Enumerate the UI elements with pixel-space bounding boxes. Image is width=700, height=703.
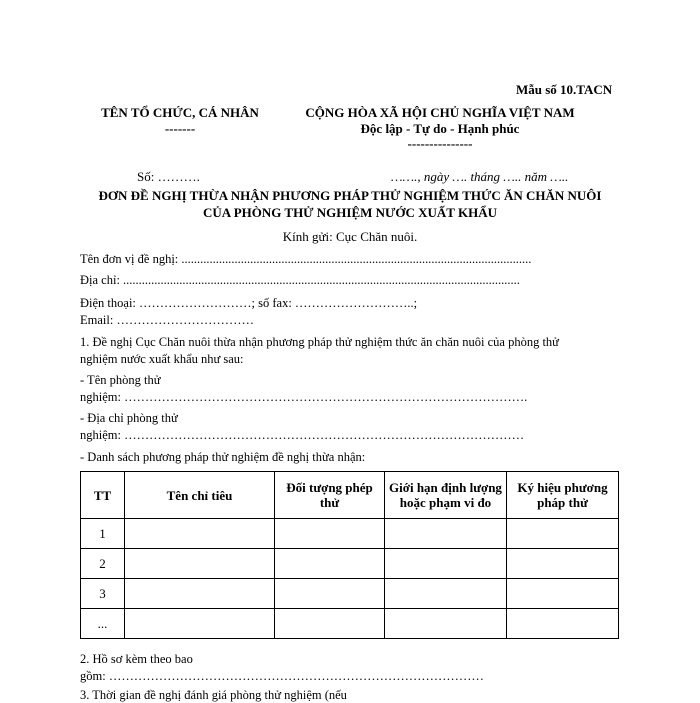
org-dashes: ------- [164,121,196,136]
table-cell [507,549,619,579]
table-cell [125,549,275,579]
table-cell [275,609,385,639]
phone-fax-field: Điện thoại: ………………………; số fax: ………………………..; [80,296,418,310]
table-row [81,519,619,549]
table-row [81,549,619,579]
methods-list-label: - Danh sách phương pháp thử nghiệm đề nghị thừa nhận: [80,450,366,464]
title-line-2: CỦA PHÒNG THỬ NGHIỆM NƯỚC XUẤT KHẨU [203,205,497,220]
document-date: ……., ngày …. tháng ….. năm ….. [391,169,569,184]
row-number: 1 [81,519,125,549]
table-header-row [81,472,619,519]
motto: Độc lập - Tự do - Hạnh phúc [360,121,520,136]
org-name: TÊN TỔ CHỨC, CÁ NHÂN [101,105,259,120]
form-code: Mẫu số 10.TACN [516,82,613,97]
table-cell [507,609,619,639]
table-cell [125,579,275,609]
document-number: Số: ………. [137,169,200,184]
lab-address-label: - Địa chỉ phòng thử [80,411,178,425]
lab-name-value: nghiệm: ……………………………………………………………………………………. [80,390,528,404]
table-cell [507,579,619,609]
section-1-line-1: 1. Đề nghị Cục Chăn nuôi thừa nhận phương pháp thử nghiệm thức ăn chăn nuôi của phòng thử [80,335,559,349]
row-number: 3 [81,579,125,609]
section-1-line-2: nghiệm nước xuất khẩu như sau: [80,352,244,366]
header-test-object: Đối tượng phép thử [275,472,385,519]
table-cell [275,519,385,549]
table-cell [385,519,507,549]
motto-dashes: --------------- [407,136,473,151]
section-2-line-2: gồm: ……………………………………………………………………………… [80,669,484,683]
table-cell [275,579,385,609]
row-number: 2 [81,549,125,579]
table-cell [385,579,507,609]
methods-table [80,471,619,639]
header-tt: TT [81,472,125,519]
unit-name-field: Tên đơn vị đề nghị: ................................................................................................................ [80,252,532,266]
table-cell [385,609,507,639]
lab-address-value: nghiệm: …………………………………………………………………………………… [80,428,525,442]
table-cell [507,519,619,549]
address-field: Địa chỉ: ............................................................................................................................... [80,273,520,287]
table-cell [275,549,385,579]
table-row [81,579,619,609]
table-cell [385,549,507,579]
recipient: Kính gửi: Cục Chăn nuôi. [282,229,418,244]
country-name: CỘNG HÒA XÃ HỘI CHỦ NGHĨA VIỆT NAM [305,105,575,120]
section-3-line-1: 3. Thời gian đề nghị đánh giá phòng thử nghiệm (nếu [80,688,347,702]
header-method-code: Ký hiệu phương pháp thử [507,472,619,519]
section-2-line-1: 2. Hồ sơ kèm theo bao [80,652,193,666]
table-cell [125,519,275,549]
table-cell [125,609,275,639]
table-row [81,609,619,639]
header-indicator: Tên chỉ tiêu [125,472,275,519]
title-line-1: ĐƠN ĐỀ NGHỊ THỪA NHẬN PHƯƠNG PHÁP THỬ NGHIỆM THỨC ĂN CHĂN NUÔI [98,188,602,203]
lab-name-label: - Tên phòng thử [80,373,161,387]
header-limit: Giới hạn định lượng hoặc phạm vi đo [385,472,507,519]
row-number: ... [81,609,125,639]
email-field: Email: …………………………… [80,313,254,327]
